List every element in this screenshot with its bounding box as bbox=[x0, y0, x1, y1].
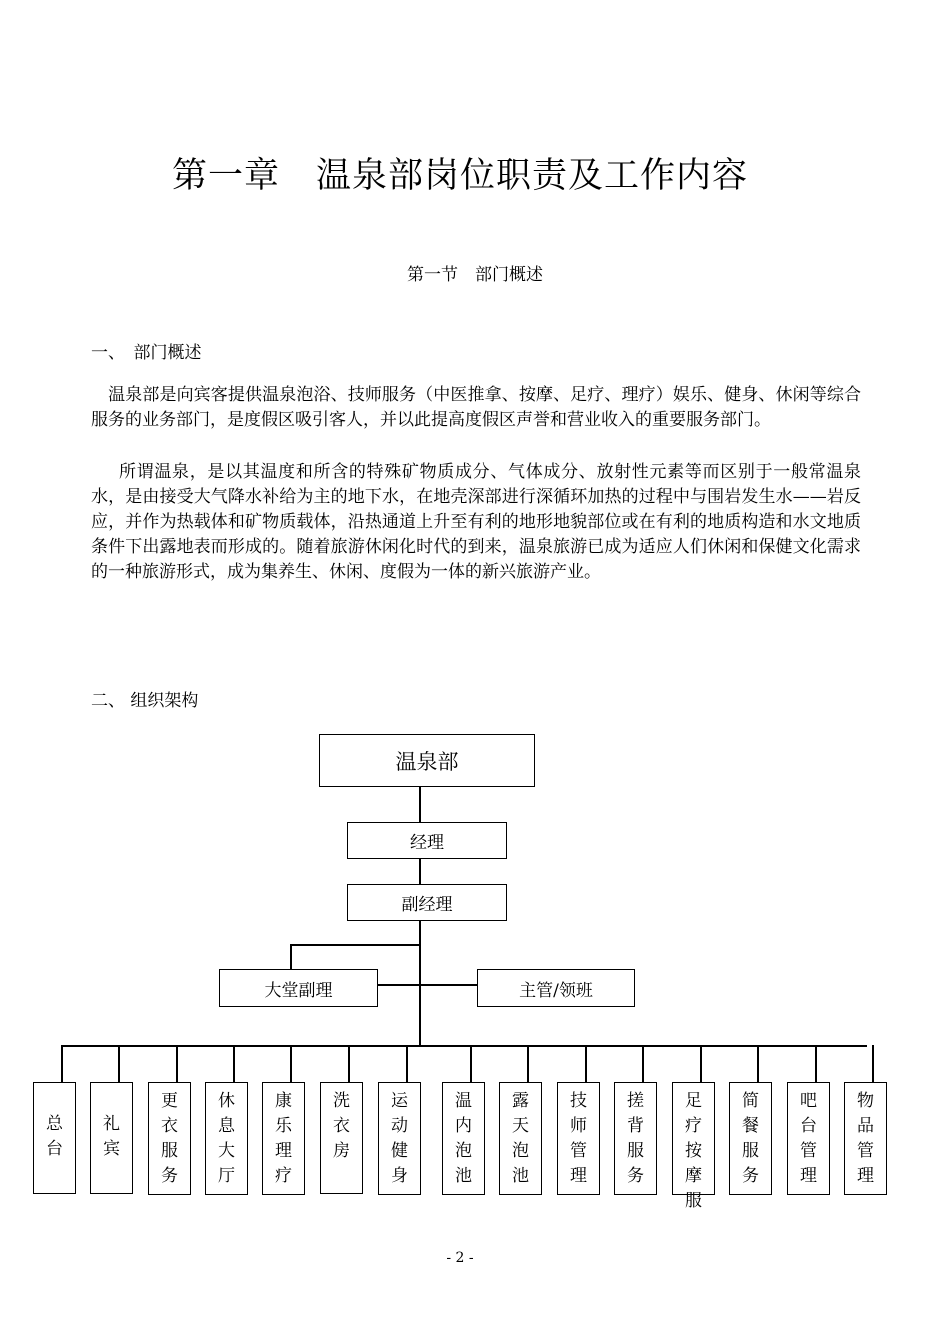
org-leaf-box bbox=[729, 1082, 772, 1195]
org-leaf-label: 温 内 泡 池 bbox=[455, 1091, 472, 1186]
connector-leaf-drop bbox=[348, 1045, 350, 1083]
org-leaf-label: 吧 台 管 理 bbox=[800, 1091, 817, 1186]
org-leaf-box bbox=[787, 1082, 830, 1195]
connector-leaf-drop bbox=[872, 1045, 874, 1083]
org-leaf-label: 康 乐 理 疗 bbox=[275, 1091, 292, 1186]
heading-org-structure: 二、 组织架构 bbox=[91, 691, 199, 711]
org-deputy-label: 副经理 bbox=[401, 895, 453, 915]
connector-leaf-drop bbox=[118, 1045, 120, 1083]
paragraph-hot-spring-definition: 所谓温泉，是以其温度和所含的特殊矿物质成分、气体成分、放射性元素等而区别于一般常温泉水，是由接受大气降水补给为主的地下水，在地壳深部进行深循环加热的过程中与围岩发生水——岩反应，并作为热载体和矿物质载体，沿热通道上升至有利的地形地貌部位或在有利的地质构造和水文地质条件下出露地表而形成的。随着旅游休闲化时代的到来，温泉旅游已成为适应人们休闲和保健文化需求的一种旅游形式，成为集养生、休闲、度假为一体的新兴旅游产业。 bbox=[91, 462, 861, 582]
org-leaf-box bbox=[499, 1082, 542, 1195]
org-root-label: 温泉部 bbox=[395, 749, 459, 774]
org-leaf-label: 运 动 健 身 bbox=[391, 1091, 408, 1186]
connector-manager-deputy bbox=[419, 858, 421, 884]
connector-leaf-drop bbox=[470, 1045, 472, 1083]
org-leaf-box bbox=[90, 1082, 133, 1194]
connector-lobby-deputy-drop bbox=[290, 944, 292, 970]
page-number: - 2 - bbox=[446, 1250, 474, 1266]
connector-leaf-drop bbox=[61, 1045, 63, 1083]
connector-leaf-drop bbox=[642, 1045, 644, 1083]
connector-to-supervisor bbox=[378, 984, 478, 986]
connector-deputy-staff bbox=[419, 920, 421, 1045]
connector-leaf-drop bbox=[700, 1045, 702, 1083]
org-manager-label: 经理 bbox=[410, 833, 444, 853]
org-supervisor-box bbox=[477, 969, 635, 1007]
org-leaf-label: 洗 衣 房 bbox=[333, 1091, 350, 1161]
org-leaf-label: 足 疗 按 摩 服 bbox=[685, 1091, 702, 1211]
org-leaf-label: 总 台 bbox=[46, 1114, 63, 1159]
org-supervisor-label: 主管/领班 bbox=[519, 980, 593, 1001]
connector-to-lobby-deputy bbox=[290, 944, 420, 946]
org-leaf-box bbox=[378, 1082, 421, 1195]
connector-leaf-drop bbox=[406, 1045, 408, 1083]
chapter-title: 第一章 温泉部岗位职责及工作内容 bbox=[171, 156, 748, 196]
connector-leaf-drop bbox=[290, 1045, 292, 1083]
org-leaf-box bbox=[33, 1082, 76, 1194]
connector-leaf-drop bbox=[233, 1045, 235, 1083]
org-lobby-deputy-box bbox=[219, 969, 378, 1007]
org-leaf-label: 休 息 大 厅 bbox=[218, 1091, 235, 1186]
org-leaf-label: 技 师 管 理 bbox=[570, 1091, 587, 1186]
org-root-box bbox=[319, 734, 535, 787]
connector-leaf-drop bbox=[815, 1045, 817, 1083]
heading-department-overview: 一、 部门概述 bbox=[91, 343, 202, 363]
connector-leaf-drop bbox=[527, 1045, 529, 1083]
connector-leaf-drop bbox=[757, 1045, 759, 1083]
org-leaf-box bbox=[320, 1082, 363, 1194]
org-leaf-label: 物 品 管 理 bbox=[857, 1091, 874, 1186]
org-leaf-box bbox=[442, 1082, 485, 1195]
org-leaf-box bbox=[557, 1082, 600, 1195]
org-leaf-box bbox=[262, 1082, 305, 1195]
org-leaf-label: 更 衣 服 务 bbox=[161, 1091, 178, 1186]
org-leaf-label: 搓 背 服 务 bbox=[627, 1091, 644, 1186]
org-leaf-label: 礼 宾 bbox=[103, 1114, 120, 1159]
org-leaf-box bbox=[148, 1082, 191, 1195]
org-leaf-label: 简 餐 服 务 bbox=[742, 1091, 759, 1186]
org-lobby-deputy-label: 大堂副理 bbox=[264, 980, 333, 1001]
section-title: 第一节 部门概述 bbox=[407, 265, 543, 285]
org-deputy-box bbox=[347, 884, 507, 921]
org-leaf-box bbox=[844, 1082, 887, 1195]
connector-leaf-drop bbox=[585, 1045, 587, 1083]
org-leaf-label: 露 天 泡 池 bbox=[512, 1091, 529, 1186]
paragraph-intro: 温泉部是向宾客提供温泉泡浴、技师服务（中医推拿、按摩、足疗、理疗）娱乐、健身、休闲等综合服务的业务部门，是度假区吸引客人，并以此提高度假区声誉和营业收入的重要服务部门。 bbox=[91, 385, 861, 430]
org-manager-box bbox=[347, 822, 507, 859]
org-leaf-box bbox=[672, 1082, 715, 1211]
connector-leaf-drop bbox=[176, 1045, 178, 1083]
org-leaf-box bbox=[205, 1082, 248, 1195]
connector-leaf-bus bbox=[61, 1045, 867, 1047]
org-leaf-box bbox=[614, 1082, 657, 1195]
connector-root-manager bbox=[419, 786, 421, 822]
